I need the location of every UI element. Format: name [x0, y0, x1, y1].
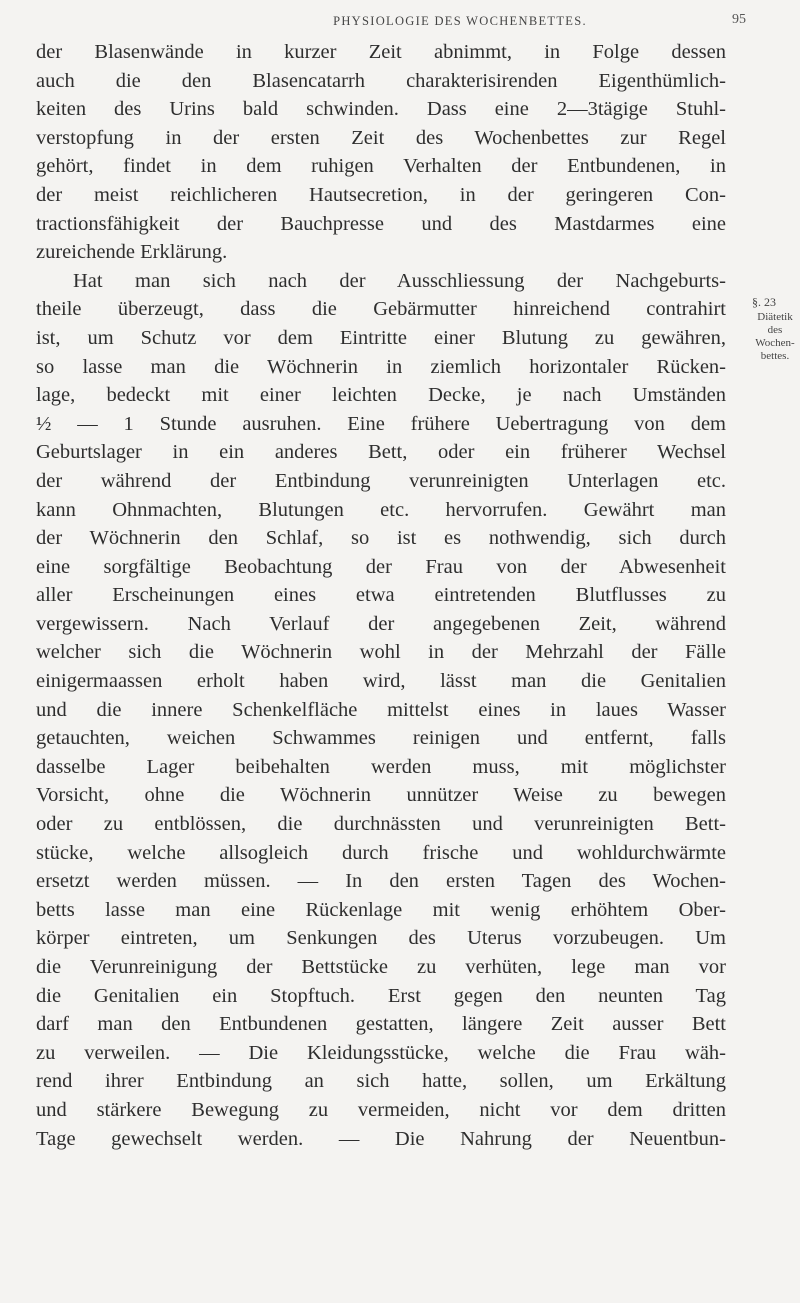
margin-note-line: Diätetik: [757, 311, 793, 323]
text-line: vergewissern. Nach Verlauf der angegebenen Zeit, während: [36, 612, 726, 635]
text-line: der Blasenwände in kurzer Zeit abnimmt, in Folge dessen: [36, 41, 726, 63]
text-line: auch die den Blasencatarrh charakterisirenden Eigenthümlich-: [36, 69, 726, 92]
margin-note-line: des: [767, 324, 783, 336]
text-line: der meist reichlicheren Hautsecretion, in der geringeren Con-: [36, 183, 726, 206]
margin-note: [752, 296, 798, 363]
text-line: Vorsicht, ohne die Wöchnerin unnützer Weise zu bewegen: [36, 784, 726, 807]
text-line: ½ — 1 Stunde ausruhen. Eine frühere Uebertragung von dem: [36, 412, 726, 435]
text-line: körper eintreten, um Senkungen des Uterus vorzubeugen. Um: [36, 927, 726, 950]
text-line: dasselbe Lager beibehalten werden muss, mit möglichster: [36, 755, 726, 778]
text-line: stücke, welche allsogleich durch frische und wohldurchwärmte: [36, 841, 726, 864]
text-line: gehört, findet in dem ruhigen Verhalten der Entbundenen, in: [36, 155, 726, 178]
margin-note-line: Wochen-: [755, 337, 795, 349]
text-line: verstopfung in der ersten Zeit des Wochenbettes zur Regel: [36, 126, 726, 149]
text-line: tractionsfähigkeit der Bauchpresse und des Mastdarmes eine: [36, 212, 726, 235]
text-line: und stärkere Bewegung zu vermeiden, nicht vor dem dritten: [36, 1098, 726, 1121]
text-line: und die innere Schenkelfläche mittelst eines in laues Wasser: [36, 698, 726, 721]
text-line: betts lasse man eine Rückenlage mit wenig erhöhtem Ober-: [36, 898, 726, 921]
text-line: theile überzeugt, dass die Gebärmutter hinreichend contrahirt: [36, 298, 726, 321]
text-line: oder zu entblössen, die durchnässten und verunreinigten Bett-: [36, 813, 726, 836]
text-line: der Wöchnerin den Schlaf, so ist es nothwendig, sich durch: [36, 527, 726, 550]
text-line: der während der Entbindung verunreinigten Unterlagen etc.: [36, 469, 726, 492]
text-line: einigermaassen erholt haben wird, lässt man die Genitalien: [36, 670, 726, 693]
text-line: Geburtslager in ein anderes Bett, oder ein früherer Wechsel: [36, 441, 726, 464]
margin-section-number: §. 23: [752, 295, 776, 309]
text-line: eine sorgfältige Beobachtung der Frau von der Abwesenheit: [36, 555, 726, 578]
body-text: [36, 38, 726, 1153]
text-line: ersetzt werden müssen. — In den ersten Tagen des Wochen-: [36, 870, 726, 893]
text-line: rend ihrer Entbindung an sich hatte, sollen, um Erkältung: [36, 1070, 726, 1093]
margin-note-line: bettes.: [760, 350, 790, 362]
text-line: welcher sich die Wöchnerin wohl in der Mehrzahl der Fälle: [36, 641, 726, 664]
text-line: kann Ohnmachten, Blutungen etc. hervorrufen. Gewährt man: [36, 498, 726, 521]
running-head: PHYSIOLOGIE DES WOCHENBETTES.: [333, 14, 587, 28]
text-line: getauchten, weichen Schwammes reinigen und entfernt, falls: [36, 727, 726, 750]
text-line: keiten des Urins bald schwinden. Dass eine 2—3tägige Stuhl-: [36, 98, 726, 121]
text-line: zu verweilen. — Die Kleidungsstücke, welche die Frau wäh-: [36, 1041, 726, 1064]
text-line: darf man den Entbundenen gestatten, längere Zeit ausser Bett: [36, 1013, 726, 1036]
text-line: lage, bedeckt mit einer leichten Decke, je nach Umständen: [36, 384, 726, 407]
text-line: Tage gewechselt werden. — Die Nahrung der Neuentbun-: [36, 1127, 726, 1150]
text-line: die Verunreinigung der Bettstücke zu verhüten, lege man vor: [36, 956, 726, 978]
text-line: aller Erscheinungen eines etwa eintretenden Blutflusses zu: [36, 584, 726, 607]
page-number: 95: [732, 12, 746, 27]
text-line: so lasse man die Wöchnerin in ziemlich horizontaler Rücken-: [36, 355, 726, 378]
text-line: zureichende Erklärung.: [36, 241, 228, 264]
text-line: Hat man sich nach der Ausschliessung der Nachgeburts-: [73, 269, 726, 292]
text-line: die Genitalien ein Stopftuch. Erst gegen den neunten Tag: [36, 984, 726, 1007]
text-line: ist, um Schutz vor dem Eintritte einer Blutung zu gewähren,: [36, 326, 726, 349]
